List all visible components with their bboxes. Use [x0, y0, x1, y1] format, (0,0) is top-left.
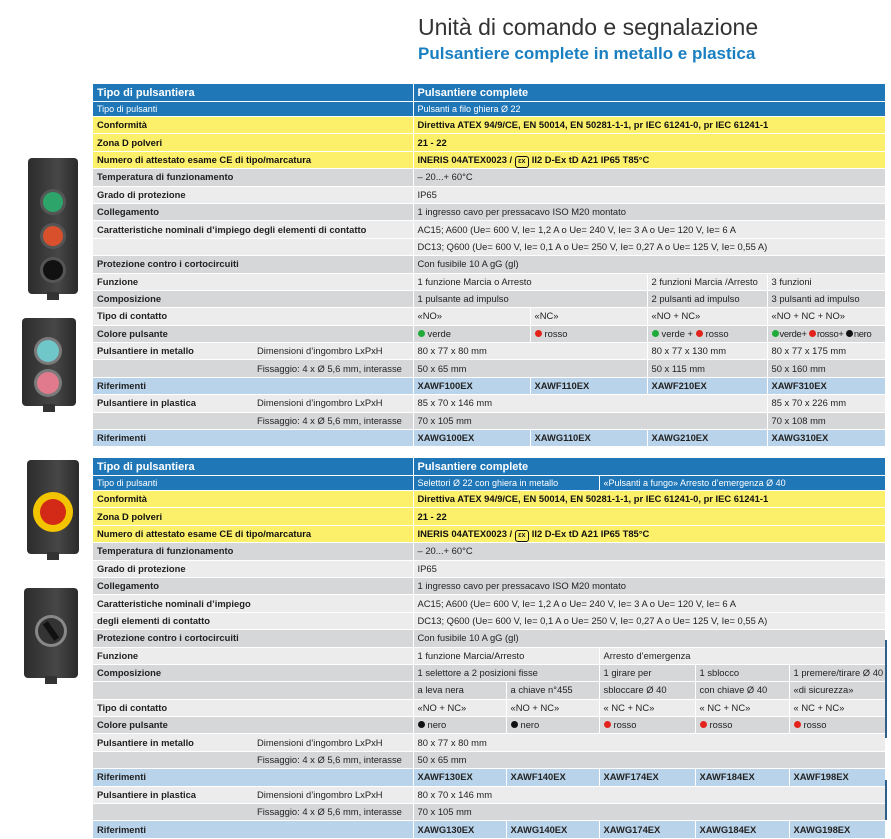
table-row	[93, 751, 885, 768]
cell-text: rosso	[544, 327, 568, 339]
cell: 70 x 105 mm	[413, 412, 767, 429]
cell-text: nero	[427, 719, 447, 731]
cell: 1 ingresso cavo per pressacavo ISO M20 montato	[413, 577, 885, 594]
table-row	[93, 717, 885, 734]
cell: – 20...+ 60°C	[413, 169, 885, 186]
selector-switch-station	[24, 588, 78, 684]
cell	[506, 717, 599, 734]
row-label: Collegamento	[93, 203, 413, 220]
red-dot-icon	[809, 330, 816, 337]
cell	[413, 325, 530, 342]
table-row	[93, 186, 885, 203]
table-row	[93, 734, 885, 751]
green-dot-icon	[772, 330, 779, 337]
row-label: Conformità	[93, 117, 413, 134]
reference-code: XAWG174EX	[599, 821, 695, 838]
red-dot-icon	[700, 721, 707, 728]
table-header-row	[93, 458, 885, 476]
row-label	[93, 804, 253, 821]
margin-marker	[885, 640, 887, 738]
header-cell: Tipo di pulsantiera	[93, 458, 413, 476]
table-row	[93, 151, 885, 168]
row-sublabel: Fissaggio: 4 x Ø 5,6 mm, interasse	[253, 412, 413, 429]
row-sublabel: Dimensioni d’ingombro LxPxH	[253, 395, 413, 412]
table-row	[93, 786, 885, 803]
reference-code: XAWG310EX	[767, 430, 885, 447]
row-label: Pulsantiere in plastica	[93, 395, 253, 412]
cell: Direttiva ATEX 94/9/CE, EN 50014, EN 50281-1-1, pr IEC 61241-0, pr IEC 61241-1	[413, 117, 885, 134]
reference-code: XAWG130EX	[413, 821, 506, 838]
cell	[767, 325, 885, 342]
reference-code: XAWF100EX	[413, 377, 530, 394]
cell: «NO»	[413, 308, 530, 325]
cell-text: II2 D-Ex tD A21 IP65 T85°C	[531, 153, 650, 165]
red-dot-icon	[696, 330, 703, 337]
table-row	[93, 525, 885, 542]
cell: Direttiva ATEX 94/9/CE, EN 50014, EN 50281-1-1, pr IEC 61241-0, pr IEC 61241-1	[413, 491, 885, 508]
cell: 1 girare per	[599, 664, 695, 681]
table-row	[93, 612, 885, 629]
cell: 1 sblocco	[695, 664, 789, 681]
row-label	[93, 360, 253, 377]
cell-text: verde	[427, 327, 451, 339]
row-label	[93, 682, 413, 699]
table-row	[93, 491, 885, 508]
cell: 50 x 65 mm	[413, 360, 647, 377]
row-label: Grado di protezione	[93, 560, 413, 577]
emergency-stop-station	[27, 460, 79, 560]
cell	[413, 525, 885, 542]
table-row	[93, 430, 885, 447]
cell: «NO + NC»	[413, 699, 506, 716]
table-row	[93, 377, 885, 394]
red-dot-icon	[604, 721, 611, 728]
header-cell: «Pulsanti a fungo» Arresto d’emergenza Ø 40	[599, 476, 885, 491]
cell-text: rosso	[709, 719, 733, 731]
cell	[789, 717, 885, 734]
reference-code: XAWF110EX	[530, 377, 647, 394]
row-label: Tipo di contatto	[93, 308, 413, 325]
table-row	[93, 134, 885, 151]
reference-code: XAWF210EX	[647, 377, 767, 394]
table-row	[93, 308, 885, 325]
cell-text: II2 D-Ex tD A21 IP65 T85°C	[531, 527, 650, 539]
reference-code: XAWF184EX	[695, 769, 789, 786]
page-subtitle: Pulsantiere complete in metallo e plastica	[418, 44, 756, 63]
table-subheader-row	[93, 476, 885, 491]
table-row	[93, 595, 885, 612]
cell: IP65	[413, 560, 885, 577]
table-row	[93, 577, 885, 594]
black-dot-icon	[511, 721, 518, 728]
table-row	[93, 256, 885, 273]
cell-text: INERIS 04ATEX0023 /	[417, 527, 515, 539]
reference-code: XAWF174EX	[599, 769, 695, 786]
cell: 1 funzione Marcia o Arresto	[413, 273, 647, 290]
row-sublabel: Dimensioni d’ingombro LxPxH	[253, 734, 413, 751]
cell: 1 ingresso cavo per pressacavo ISO M20 montato	[413, 203, 885, 220]
cell: sbloccare Ø 40	[599, 682, 695, 699]
cell: «NO + NC»	[506, 699, 599, 716]
table-row	[93, 203, 885, 220]
table-row	[93, 360, 885, 377]
page-title: Unità di comando e segnalazione	[418, 14, 759, 40]
row-label: Collegamento	[93, 577, 413, 594]
table-row	[93, 290, 885, 307]
row-sublabel: Dimensioni d’ingombro LxPxH	[253, 343, 413, 360]
table-row	[93, 169, 885, 186]
row-sublabel: Dimensioni d’ingombro LxPxH	[253, 786, 413, 803]
reference-code: XAWF198EX	[789, 769, 885, 786]
row-label	[93, 238, 413, 255]
cell: – 20...+ 60°C	[413, 543, 885, 560]
row-label: Numero di attestato esame CE di tipo/marcatura	[93, 151, 413, 168]
reference-code: XAWG110EX	[530, 430, 647, 447]
reference-code: XAWG184EX	[695, 821, 789, 838]
cell: 85 x 70 x 146 mm	[413, 395, 767, 412]
cell-text: verde +	[661, 327, 696, 339]
row-label: Protezione contro i cortocircuiti	[93, 256, 413, 273]
header-cell: Selettori Ø 22 con ghiera in metallo	[413, 476, 599, 491]
cell	[647, 325, 767, 342]
row-sublabel: Fissaggio: 4 x Ø 5,6 mm, interasse	[253, 804, 413, 821]
cell: 80 x 77 x 175 mm	[767, 343, 885, 360]
margin-marker	[885, 780, 887, 820]
cell-text: verde+	[779, 327, 809, 339]
cell: 70 x 108 mm	[767, 412, 885, 429]
cell: a chiave n°455	[506, 682, 599, 699]
row-label: Funzione	[93, 273, 413, 290]
row-label: Pulsantiere in metallo	[93, 343, 253, 360]
row-label	[93, 412, 253, 429]
row-label: Temperatura di funzionamento	[93, 169, 413, 186]
table-row	[93, 699, 885, 716]
spec-table-1	[93, 84, 885, 447]
black-dot-icon	[846, 330, 853, 337]
cell: 50 x 65 mm	[413, 751, 885, 768]
row-label: Protezione contro i cortocircuiti	[93, 630, 413, 647]
cell: 50 x 160 mm	[767, 360, 885, 377]
cell: 2 funzioni Marcia /Arresto	[647, 273, 767, 290]
cell: « NC + NC»	[599, 699, 695, 716]
header-cell: Pulsantiere complete	[413, 84, 885, 102]
cell: 21 - 22	[413, 134, 885, 151]
cell-text: rosso	[613, 719, 637, 731]
cell: 1 funzione Marcia/Arresto	[413, 647, 599, 664]
row-label: Riferimenti	[93, 821, 413, 838]
row-label: Composizione	[93, 290, 413, 307]
table-row	[93, 664, 885, 681]
row-label: Riferimenti	[93, 769, 413, 786]
row-label: degli elementi di contatto	[93, 612, 413, 629]
cell-text: nero	[853, 327, 872, 339]
row-label: Composizione	[93, 664, 413, 681]
cell: «NO + NC»	[647, 308, 767, 325]
cell: 70 x 105 mm	[413, 804, 885, 821]
cell	[413, 717, 506, 734]
row-label: Numero di attestato esame CE di tipo/marcatura	[93, 525, 413, 542]
cell-text: rosso	[803, 719, 827, 731]
table-row	[93, 630, 885, 647]
reference-code: XAWG210EX	[647, 430, 767, 447]
reference-code: XAWG100EX	[413, 430, 530, 447]
row-label: Pulsantiere in plastica	[93, 786, 253, 803]
table-row	[93, 543, 885, 560]
cell-text: rosso+	[816, 327, 846, 339]
row-label: Riferimenti	[93, 430, 413, 447]
cell: «di sicurezza»	[789, 682, 885, 699]
cell: DC13; Q600 (Ue= 600 V, Ie= 0,1 A o Ue= 250 V, Ie= 0,27 A o Ue= 125 V, Ie= 0,55 A)	[413, 238, 885, 255]
cell: 80 x 77 x 80 mm	[413, 343, 647, 360]
table-row	[93, 682, 885, 699]
row-label: Zona D polveri	[93, 508, 413, 525]
cell: «NC»	[530, 308, 647, 325]
table-row	[93, 412, 885, 429]
header-cell: Tipo di pulsanti	[93, 476, 413, 491]
reference-code: XAWF130EX	[413, 769, 506, 786]
header-cell: Tipo di pulsantiera	[93, 84, 413, 102]
cell: 1 selettore a 2 posizioni fisse	[413, 664, 599, 681]
table-row	[93, 804, 885, 821]
row-label: Funzione	[93, 647, 413, 664]
row-label: Caratteristiche nominali d’impiego degli elementi di contatto	[93, 221, 413, 238]
reference-code: XAWF310EX	[767, 377, 885, 394]
row-label: Pulsantiere in metallo	[93, 734, 253, 751]
cell	[599, 717, 695, 734]
cell: 85 x 70 x 226 mm	[767, 395, 885, 412]
table-row	[93, 647, 885, 664]
cell: 80 x 70 x 146 mm	[413, 786, 885, 803]
atex-ex-symbol-icon: εx	[515, 530, 529, 542]
row-sublabel: Fissaggio: 4 x Ø 5,6 mm, interasse	[253, 360, 413, 377]
cell	[413, 151, 885, 168]
row-label: Tipo di contatto	[93, 699, 413, 716]
table-row	[93, 560, 885, 577]
table-row	[93, 769, 885, 786]
cell: DC13; Q600 (Ue= 600 V, Ie= 0,1 A o Ue= 250 V, Ie= 0,27 A o Ue= 125 V, Ie= 0,55 A)	[413, 612, 885, 629]
row-label: Grado di protezione	[93, 186, 413, 203]
reference-code: XAWF140EX	[506, 769, 599, 786]
cell: Arresto d’emergenza	[599, 647, 885, 664]
cell-text: INERIS 04ATEX0023 /	[417, 153, 515, 165]
header-cell: Pulsantiere complete	[413, 458, 885, 476]
green-dot-icon	[652, 330, 659, 337]
row-label: Caratteristiche nominali d’impiego	[93, 595, 413, 612]
cell	[695, 717, 789, 734]
header-cell: Tipo di pulsanti	[93, 102, 413, 117]
table-row	[93, 238, 885, 255]
red-dot-icon	[535, 330, 542, 337]
cell: 50 x 115 mm	[647, 360, 767, 377]
green-dot-icon	[418, 330, 425, 337]
cell: con chiave Ø 40	[695, 682, 789, 699]
cell: 2 pulsanti ad impulso	[647, 290, 767, 307]
cell: « NC + NC»	[695, 699, 789, 716]
header-cell: Pulsanti a filo ghiera Ø 22	[413, 102, 885, 117]
table-row	[93, 395, 885, 412]
black-dot-icon	[418, 721, 425, 728]
cell: « NC + NC»	[789, 699, 885, 716]
spec-table-2	[93, 458, 885, 839]
cell: 3 funzioni	[767, 273, 885, 290]
cell: AC15; A600 (Ue= 600 V, Ie= 1,2 A o Ue= 240 V, Ie= 3 A o Ue= 120 V, Ie= 6 A	[413, 595, 885, 612]
cell: Con fusibile 10 A gG (gl)	[413, 256, 885, 273]
cell: «NO + NC + NO»	[767, 308, 885, 325]
cell: 1 premere/tirare Ø 40	[789, 664, 885, 681]
row-label: Temperatura di funzionamento	[93, 543, 413, 560]
cell-text: nero	[520, 719, 540, 731]
reference-code: XAWG198EX	[789, 821, 885, 838]
row-label: Colore pulsante	[93, 717, 413, 734]
row-label: Colore pulsante	[93, 325, 413, 342]
row-label: Riferimenti	[93, 377, 413, 394]
cell: 21 - 22	[413, 508, 885, 525]
table-row	[93, 117, 885, 134]
table-row	[93, 221, 885, 238]
cell: 1 pulsante ad impulso	[413, 290, 647, 307]
cell-text: rosso	[705, 327, 729, 339]
cell	[530, 325, 647, 342]
reference-code: XAWG140EX	[506, 821, 599, 838]
table-subheader-row	[93, 102, 885, 117]
push-button-station-2-buttons-green-red-black	[28, 158, 78, 300]
table-header-row	[93, 84, 885, 102]
cell: AC15; A600 (Ue= 600 V, Ie= 1,2 A o Ue= 240 V, Ie= 3 A o Ue= 120 V, Ie= 6 A	[413, 221, 885, 238]
cell: 80 x 77 x 130 mm	[647, 343, 767, 360]
table-row	[93, 821, 885, 838]
cell: Con fusibile 10 A gG (gl)	[413, 630, 885, 647]
cell: 3 pulsanti ad impulso	[767, 290, 885, 307]
row-label: Conformità	[93, 491, 413, 508]
table-row	[93, 343, 885, 360]
cell: a leva nera	[413, 682, 506, 699]
table-row	[93, 325, 885, 342]
cell: IP65	[413, 186, 885, 203]
table-row	[93, 273, 885, 290]
row-label	[93, 751, 253, 768]
cell: 80 x 77 x 80 mm	[413, 734, 885, 751]
push-button-station-light-blue-pink	[22, 318, 76, 412]
table-row	[93, 508, 885, 525]
red-dot-icon	[794, 721, 801, 728]
row-sublabel: Fissaggio: 4 x Ø 5,6 mm, interasse	[253, 751, 413, 768]
row-label: Zona D polveri	[93, 134, 413, 151]
atex-ex-symbol-icon: εx	[515, 156, 529, 168]
